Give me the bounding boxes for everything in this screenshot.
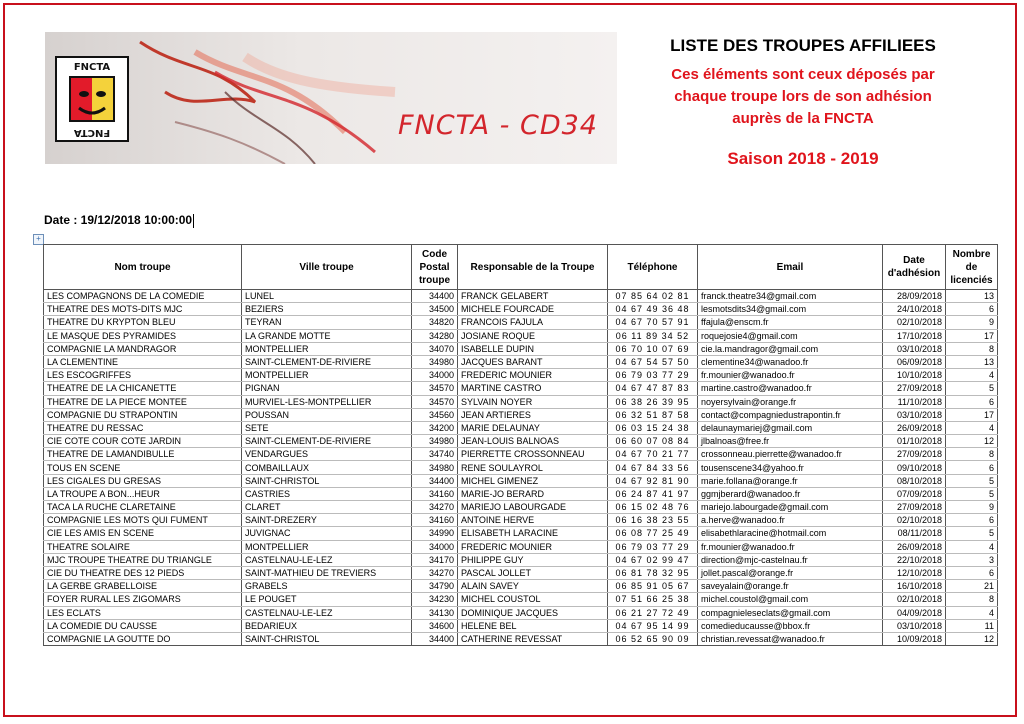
troupe-name-cell: THEATRE DE LA CHICANETTE — [44, 382, 242, 395]
fncta-logo — [55, 56, 129, 142]
city-cell: MONTPELLIER — [242, 369, 412, 382]
manager-cell: FREDERIC MOUNIER — [458, 540, 608, 553]
phone-cell: 06 52 65 90 09 — [608, 632, 698, 645]
column-header: Code Postal troupe — [412, 245, 458, 290]
table-row — [44, 619, 998, 632]
membership-date-cell: 12/10/2018 — [883, 566, 946, 579]
table-row — [44, 540, 998, 553]
header-banner — [45, 32, 617, 164]
city-cell: VENDARGUES — [242, 448, 412, 461]
table-row — [44, 501, 998, 514]
member-count-cell: 4 — [946, 606, 998, 619]
member-count-cell: 8 — [946, 448, 998, 461]
member-count-cell: 12 — [946, 435, 998, 448]
troupe-name-cell: TACA LA RUCHE CLARETAINE — [44, 501, 242, 514]
text-cursor — [193, 214, 194, 228]
membership-date-cell: 07/09/2018 — [883, 487, 946, 500]
phone-cell: 06 21 27 72 49 — [608, 606, 698, 619]
phone-cell: 07 51 66 25 38 — [608, 593, 698, 606]
svg-text:FNCTA: FNCTA — [73, 62, 111, 73]
membership-date-cell: 16/10/2018 — [883, 580, 946, 593]
phone-cell: 06 08 77 25 49 — [608, 527, 698, 540]
manager-cell: ANTOINE HERVE — [458, 514, 608, 527]
phone-cell: 06 03 15 24 38 — [608, 421, 698, 434]
troupe-name-cell: LES CIGALES DU GRESAS — [44, 474, 242, 487]
troupe-name-cell: CIE LES AMIS EN SCENE — [44, 527, 242, 540]
table-row — [44, 527, 998, 540]
table-row — [44, 355, 998, 368]
city-cell: SAINT-CHRISTOL — [242, 474, 412, 487]
phone-cell: 07 85 64 02 81 — [608, 290, 698, 303]
postal-code-cell: 34560 — [412, 408, 458, 421]
table-move-handle-icon[interactable]: + — [33, 234, 44, 245]
manager-cell: CATHERINE REVESSAT — [458, 632, 608, 645]
email-cell: tousenscene34@yahoo.fr — [698, 461, 883, 474]
email-cell: ffajula@enscm.fr — [698, 316, 883, 329]
table-row — [44, 632, 998, 645]
brand-text: FNCTA - CD34 — [398, 110, 598, 141]
table-row — [44, 290, 998, 303]
table-row — [44, 329, 998, 342]
city-cell: SAINT-CHRISTOL — [242, 632, 412, 645]
column-header: Email — [698, 245, 883, 290]
manager-cell: MICHELE FOURCADE — [458, 303, 608, 316]
email-cell: marie.follana@orange.fr — [698, 474, 883, 487]
postal-code-cell: 34790 — [412, 580, 458, 593]
member-count-cell: 5 — [946, 382, 998, 395]
manager-cell: MARIE DELAUNAY — [458, 421, 608, 434]
postal-code-cell: 34980 — [412, 435, 458, 448]
manager-cell: MARIEJO LABOURGADE — [458, 501, 608, 514]
member-count-cell: 6 — [946, 461, 998, 474]
troupe-name-cell: COMPAGNIE DU STRAPONTIN — [44, 408, 242, 421]
table-row — [44, 553, 998, 566]
city-cell: CASTELNAU-LE-LEZ — [242, 553, 412, 566]
postal-code-cell: 34160 — [412, 487, 458, 500]
postal-code-cell: 34280 — [412, 329, 458, 342]
city-cell: MURVIEL-LES-MONTPELLIER — [242, 395, 412, 408]
manager-cell: JOSIANE ROQUE — [458, 329, 608, 342]
phone-cell: 04 67 47 87 83 — [608, 382, 698, 395]
troupe-name-cell: COMPAGNIE LA MANDRAGOR — [44, 342, 242, 355]
email-cell: christian.revessat@wanadoo.fr — [698, 632, 883, 645]
manager-cell: FRANCK GELABERT — [458, 290, 608, 303]
email-cell: ggmjberard@wanadoo.fr — [698, 487, 883, 500]
troupe-name-cell: THEATRE SOLAIRE — [44, 540, 242, 553]
city-cell: MONTPELLIER — [242, 342, 412, 355]
city-cell: SAINT-DREZERY — [242, 514, 412, 527]
subtitle-line: Ces éléments sont ceux déposés par — [671, 66, 935, 83]
table-row — [44, 316, 998, 329]
page-title: LISTE DES TROUPES AFFILIEES — [670, 36, 936, 55]
postal-code-cell: 34820 — [412, 316, 458, 329]
phone-cell: 06 70 10 07 69 — [608, 342, 698, 355]
member-count-cell: 6 — [946, 566, 998, 579]
manager-cell: MICHEL COUSTOL — [458, 593, 608, 606]
city-cell: SAINT-CLEMENT-DE-RIVIERE — [242, 355, 412, 368]
email-cell: lesmotsdits34@gmail.com — [698, 303, 883, 316]
postal-code-cell: 34500 — [412, 303, 458, 316]
postal-code-cell: 34070 — [412, 342, 458, 355]
manager-cell: MARIE-JO BERARD — [458, 487, 608, 500]
column-header: Téléphone — [608, 245, 698, 290]
postal-code-cell: 34130 — [412, 606, 458, 619]
postal-code-cell: 34230 — [412, 593, 458, 606]
phone-cell: 06 60 07 08 84 — [608, 435, 698, 448]
manager-cell: HELENE BEL — [458, 619, 608, 632]
email-cell: michel.coustol@gmail.com — [698, 593, 883, 606]
phone-cell: 04 67 70 21 77 — [608, 448, 698, 461]
email-cell: cie.la.mandragor@gmail.com — [698, 342, 883, 355]
troupe-name-cell: LA COMEDIE DU CAUSSE — [44, 619, 242, 632]
city-cell: POUSSAN — [242, 408, 412, 421]
email-cell: elisabethlaracine@hotmail.com — [698, 527, 883, 540]
table-header-row — [44, 245, 998, 290]
phone-cell: 06 81 78 32 95 — [608, 566, 698, 579]
member-count-cell: 3 — [946, 553, 998, 566]
city-cell: LUNEL — [242, 290, 412, 303]
city-cell: CASTRIES — [242, 487, 412, 500]
city-cell: GRABELS — [242, 580, 412, 593]
member-count-cell: 8 — [946, 342, 998, 355]
member-count-cell: 17 — [946, 408, 998, 421]
membership-date-cell: 03/10/2018 — [883, 408, 946, 421]
email-cell: direction@mjc-castelnau.fr — [698, 553, 883, 566]
manager-cell: MICHEL GIMENEZ — [458, 474, 608, 487]
subtitle-line: auprès de la FNCTA — [732, 110, 874, 127]
manager-cell: ISABELLE DUPIN — [458, 342, 608, 355]
city-cell: LA GRANDE MOTTE — [242, 329, 412, 342]
city-cell: COMBAILLAUX — [242, 461, 412, 474]
member-count-cell: 13 — [946, 355, 998, 368]
email-cell: noyersylvain@orange.fr — [698, 395, 883, 408]
manager-cell: PASCAL JOLLET — [458, 566, 608, 579]
member-count-cell: 9 — [946, 316, 998, 329]
svg-text:FNCTA: FNCTA — [73, 127, 111, 138]
city-cell: TEYRAN — [242, 316, 412, 329]
city-cell: CASTELNAU-LE-LEZ — [242, 606, 412, 619]
membership-date-cell: 03/10/2018 — [883, 619, 946, 632]
membership-date-cell: 08/10/2018 — [883, 474, 946, 487]
city-cell: CLARET — [242, 501, 412, 514]
phone-cell: 06 24 87 41 97 — [608, 487, 698, 500]
member-count-cell: 4 — [946, 421, 998, 434]
membership-date-cell: 06/09/2018 — [883, 355, 946, 368]
email-cell: fr.mounier@wanadoo.fr — [698, 369, 883, 382]
table-row — [44, 421, 998, 434]
member-count-cell: 5 — [946, 487, 998, 500]
postal-code-cell: 34200 — [412, 421, 458, 434]
manager-cell: RENE SOULAYROL — [458, 461, 608, 474]
postal-code-cell: 34990 — [412, 527, 458, 540]
page-subtitle — [618, 64, 988, 130]
member-count-cell: 11 — [946, 619, 998, 632]
phone-cell: 06 15 02 48 76 — [608, 501, 698, 514]
city-cell: LE POUGET — [242, 593, 412, 606]
troupe-name-cell: COMPAGNIE LES MOTS QUI FUMENT — [44, 514, 242, 527]
email-cell: roquejosie4@gmail.com — [698, 329, 883, 342]
member-count-cell: 8 — [946, 593, 998, 606]
manager-cell: JACQUES BARANT — [458, 355, 608, 368]
membership-date-cell: 11/10/2018 — [883, 395, 946, 408]
table-row — [44, 593, 998, 606]
member-count-cell: 17 — [946, 329, 998, 342]
membership-date-cell: 28/09/2018 — [883, 290, 946, 303]
table-row — [44, 487, 998, 500]
manager-cell: FRANCOIS FAJULA — [458, 316, 608, 329]
troupe-name-cell: COMPAGNIE LA GOUTTE DO — [44, 632, 242, 645]
troupe-name-cell: LA CLEMENTINE — [44, 355, 242, 368]
phone-cell: 04 67 70 57 91 — [608, 316, 698, 329]
phone-cell: 06 16 38 23 55 — [608, 514, 698, 527]
postal-code-cell: 34570 — [412, 395, 458, 408]
troupe-name-cell: CIE COTE COUR COTE JARDIN — [44, 435, 242, 448]
membership-date-cell: 02/10/2018 — [883, 514, 946, 527]
phone-cell: 04 67 95 14 99 — [608, 619, 698, 632]
phone-cell: 06 38 26 39 95 — [608, 395, 698, 408]
email-cell: clementine34@wanadoo.fr — [698, 355, 883, 368]
date-line[interactable] — [44, 213, 194, 228]
email-cell: comedieducausse@bbox.fr — [698, 619, 883, 632]
membership-date-cell: 02/10/2018 — [883, 593, 946, 606]
membership-date-cell: 10/10/2018 — [883, 369, 946, 382]
manager-cell: PHILIPPE GUY — [458, 553, 608, 566]
postal-code-cell: 34980 — [412, 461, 458, 474]
postal-code-cell: 34000 — [412, 540, 458, 553]
email-cell: a.herve@wanadoo.fr — [698, 514, 883, 527]
member-count-cell: 6 — [946, 395, 998, 408]
member-count-cell: 13 — [946, 290, 998, 303]
city-cell: MONTPELLIER — [242, 540, 412, 553]
table-row — [44, 448, 998, 461]
postal-code-cell: 34570 — [412, 382, 458, 395]
postal-code-cell: 34270 — [412, 566, 458, 579]
column-header: Nom troupe — [44, 245, 242, 290]
email-cell: jollet.pascal@orange.fr — [698, 566, 883, 579]
phone-cell: 06 79 03 77 29 — [608, 369, 698, 382]
troupe-name-cell: LES ESCOGRIFFES — [44, 369, 242, 382]
troupe-name-cell: THEATRE DE LAMANDIBULLE — [44, 448, 242, 461]
member-count-cell: 12 — [946, 632, 998, 645]
membership-date-cell: 17/10/2018 — [883, 329, 946, 342]
table-row — [44, 461, 998, 474]
column-header: Date d'adhésion — [883, 245, 946, 290]
table-row — [44, 606, 998, 619]
email-cell: crossonneau.pierrette@wanadoo.fr — [698, 448, 883, 461]
manager-cell: DOMINIQUE JACQUES — [458, 606, 608, 619]
city-cell: BEDARIEUX — [242, 619, 412, 632]
manager-cell: JEAN ARTIERES — [458, 408, 608, 421]
postal-code-cell: 34980 — [412, 355, 458, 368]
table-row — [44, 408, 998, 421]
member-count-cell: 4 — [946, 540, 998, 553]
phone-cell: 04 67 02 99 47 — [608, 553, 698, 566]
membership-date-cell: 26/09/2018 — [883, 421, 946, 434]
phone-cell: 06 32 51 87 58 — [608, 408, 698, 421]
membership-date-cell: 04/09/2018 — [883, 606, 946, 619]
table-row — [44, 514, 998, 527]
manager-cell: PIERRETTE CROSSONNEAU — [458, 448, 608, 461]
membership-date-cell: 26/09/2018 — [883, 540, 946, 553]
membership-date-cell: 24/10/2018 — [883, 303, 946, 316]
city-cell: PIGNAN — [242, 382, 412, 395]
membership-date-cell: 08/11/2018 — [883, 527, 946, 540]
date-text: Date : 19/12/2018 10:00:00 — [44, 213, 193, 227]
troupe-name-cell: LES COMPAGNONS DE LA COMEDIE — [44, 290, 242, 303]
phone-cell: 06 79 03 77 29 — [608, 540, 698, 553]
banner-artwork — [45, 32, 617, 164]
troupe-name-cell: THEATRE DES MOTS-DITS MJC — [44, 303, 242, 316]
membership-date-cell: 27/09/2018 — [883, 382, 946, 395]
table-row — [44, 303, 998, 316]
member-count-cell: 6 — [946, 303, 998, 316]
troupe-name-cell: TOUS EN SCENE — [44, 461, 242, 474]
table-row — [44, 580, 998, 593]
manager-cell: ALAIN SAVEY — [458, 580, 608, 593]
membership-date-cell: 27/09/2018 — [883, 448, 946, 461]
postal-code-cell: 34600 — [412, 619, 458, 632]
troupes-table — [43, 244, 998, 646]
phone-cell: 06 85 91 05 67 — [608, 580, 698, 593]
troupe-name-cell: THEATRE DE LA PIECE MONTEE — [44, 395, 242, 408]
phone-cell: 04 67 54 57 50 — [608, 355, 698, 368]
city-cell: JUVIGNAC — [242, 527, 412, 540]
table-row — [44, 369, 998, 382]
postal-code-cell: 34170 — [412, 553, 458, 566]
table-row — [44, 395, 998, 408]
email-cell: delaunaymariej@gmail.com — [698, 421, 883, 434]
phone-cell: 04 67 49 36 48 — [608, 303, 698, 316]
membership-date-cell: 22/10/2018 — [883, 553, 946, 566]
manager-cell: FREDERIC MOUNIER — [458, 369, 608, 382]
troupe-name-cell: LE MASQUE DES PYRAMIDES — [44, 329, 242, 342]
membership-date-cell: 09/10/2018 — [883, 461, 946, 474]
email-cell: compagnieleseclats@gmail.com — [698, 606, 883, 619]
postal-code-cell: 34270 — [412, 501, 458, 514]
column-header: Nombre de licenciés — [946, 245, 998, 290]
column-header: Ville troupe — [242, 245, 412, 290]
postal-code-cell: 34000 — [412, 369, 458, 382]
phone-cell: 04 67 84 33 56 — [608, 461, 698, 474]
postal-code-cell: 34400 — [412, 290, 458, 303]
troupe-name-cell: CIE DU THEATRE DES 12 PIEDS — [44, 566, 242, 579]
membership-date-cell: 03/10/2018 — [883, 342, 946, 355]
season-label: Saison 2018 - 2019 — [727, 149, 879, 168]
member-count-cell: 21 — [946, 580, 998, 593]
column-header: Responsable de la Troupe — [458, 245, 608, 290]
manager-cell: SYLVAIN NOYER — [458, 395, 608, 408]
phone-cell: 06 11 89 34 52 — [608, 329, 698, 342]
table-row — [44, 566, 998, 579]
manager-cell: JEAN-LOUIS BALNOAS — [458, 435, 608, 448]
email-cell: jlbalnoas@free.fr — [698, 435, 883, 448]
postal-code-cell: 34400 — [412, 632, 458, 645]
membership-date-cell: 02/10/2018 — [883, 316, 946, 329]
subtitle-line: chaque troupe lors de son adhésion — [674, 88, 932, 105]
membership-date-cell: 10/09/2018 — [883, 632, 946, 645]
member-count-cell: 6 — [946, 514, 998, 527]
troupe-name-cell: MJC TROUPE THEATRE DU TRIANGLE — [44, 553, 242, 566]
email-cell: fr.mounier@wanadoo.fr — [698, 540, 883, 553]
membership-date-cell: 27/09/2018 — [883, 501, 946, 514]
city-cell: BEZIERS — [242, 303, 412, 316]
table-row — [44, 474, 998, 487]
postal-code-cell: 34160 — [412, 514, 458, 527]
manager-cell: ELISABETH LARACINE — [458, 527, 608, 540]
email-cell: martine.castro@wanadoo.fr — [698, 382, 883, 395]
troupe-name-cell: LA TROUPE A BON...HEUR — [44, 487, 242, 500]
troupe-name-cell: THEATRE DU RESSAC — [44, 421, 242, 434]
table-row — [44, 382, 998, 395]
member-count-cell: 4 — [946, 369, 998, 382]
email-cell: saveyalain@orange.fr — [698, 580, 883, 593]
member-count-cell: 9 — [946, 501, 998, 514]
postal-code-cell: 34740 — [412, 448, 458, 461]
city-cell: SAINT-MATHIEU DE TREVIERS — [242, 566, 412, 579]
manager-cell: MARTINE CASTRO — [458, 382, 608, 395]
phone-cell: 04 67 92 81 90 — [608, 474, 698, 487]
troupe-name-cell: THEATRE DU KRYPTON BLEU — [44, 316, 242, 329]
email-cell: franck.theatre34@gmail.com — [698, 290, 883, 303]
troupe-name-cell: LES ECLATS — [44, 606, 242, 619]
email-cell: contact@compagniedustrapontin.fr — [698, 408, 883, 421]
table-row — [44, 342, 998, 355]
table-row — [44, 435, 998, 448]
membership-date-cell: 01/10/2018 — [883, 435, 946, 448]
email-cell: mariejo.labourgade@gmail.com — [698, 501, 883, 514]
member-count-cell: 5 — [946, 474, 998, 487]
city-cell: SETE — [242, 421, 412, 434]
troupe-name-cell: LA GERBE GRABELLOISE — [44, 580, 242, 593]
city-cell: SAINT-CLEMENT-DE-RIVIERE — [242, 435, 412, 448]
member-count-cell: 5 — [946, 527, 998, 540]
troupe-name-cell: FOYER RURAL LES ZIGOMARS — [44, 593, 242, 606]
postal-code-cell: 34400 — [412, 474, 458, 487]
